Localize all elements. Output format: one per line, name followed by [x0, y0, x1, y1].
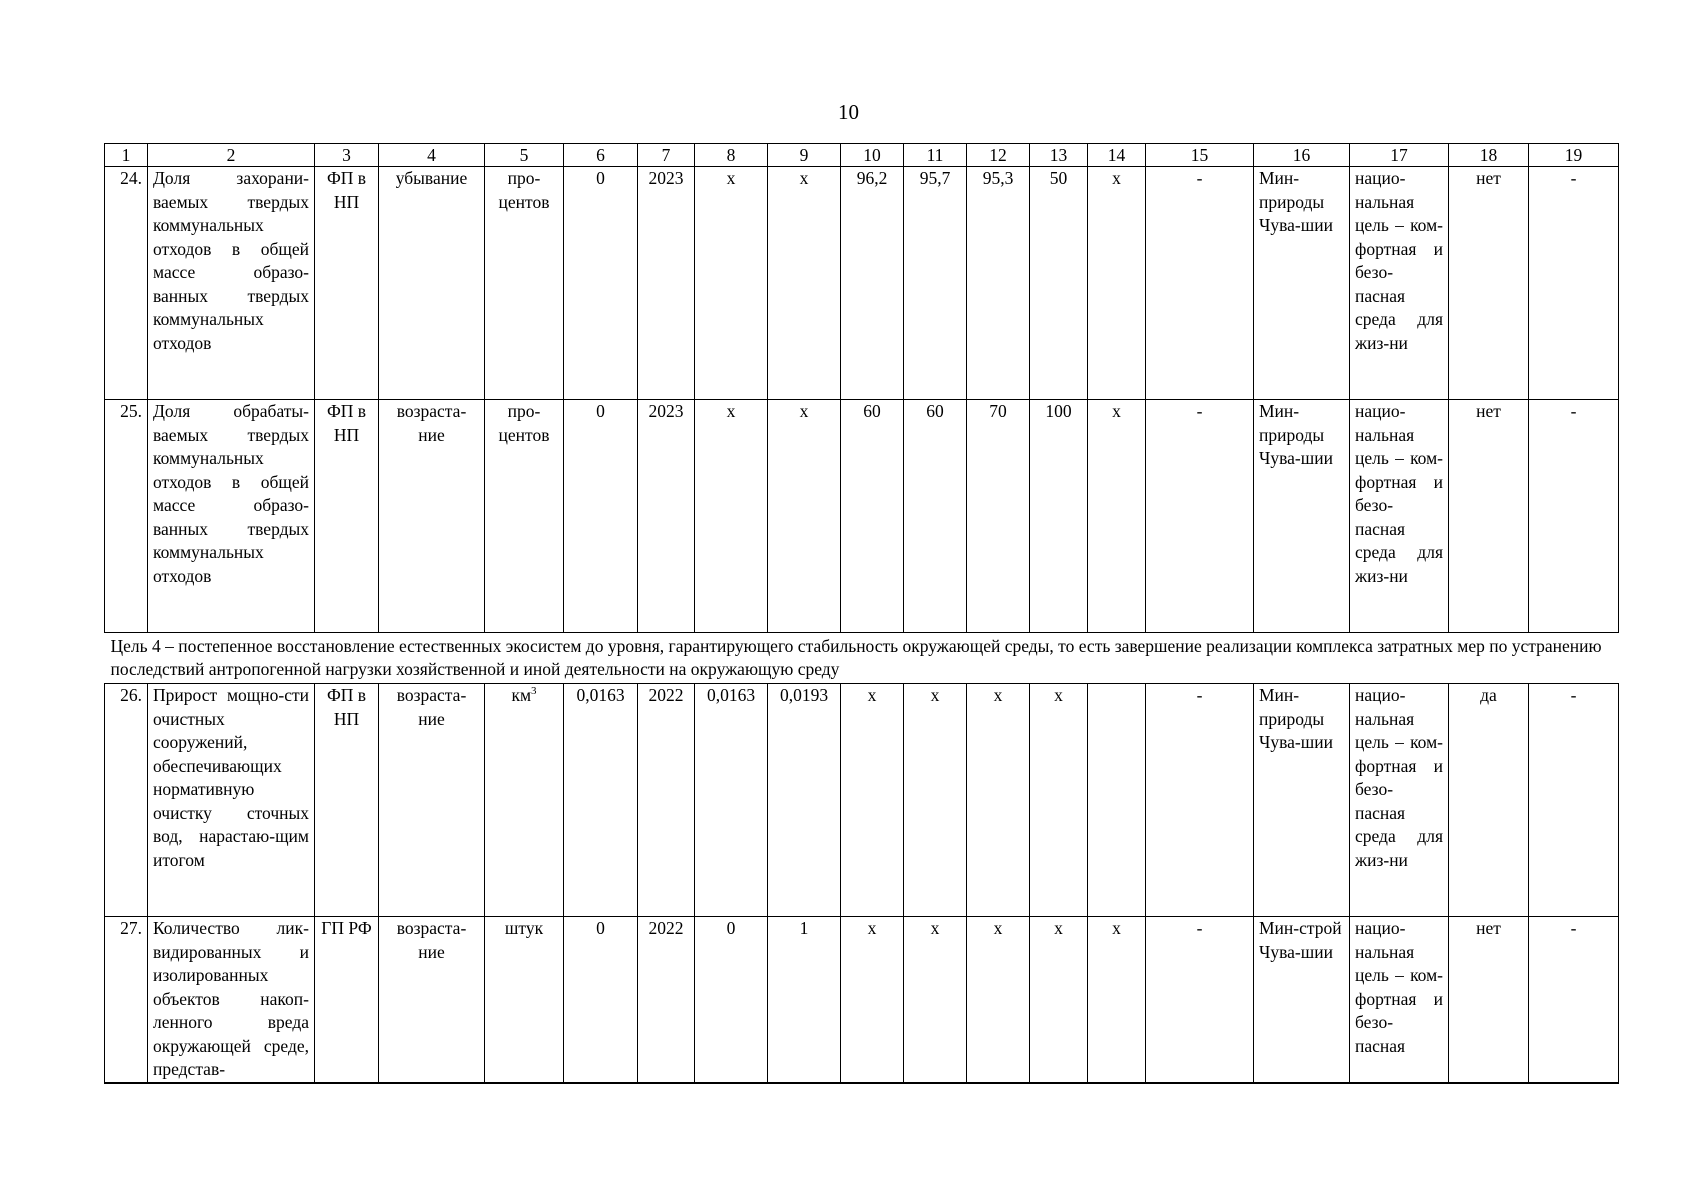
- cell-col12: 95,3: [967, 167, 1030, 400]
- cell-col18: нет: [1449, 167, 1529, 400]
- indicator-trend: возраста-ние: [379, 917, 485, 1083]
- column-header: 12: [967, 144, 1030, 167]
- indicator-trend: убывание: [379, 167, 485, 400]
- indicator-name: Количество лик-видированных и изолированных объектов накоп-ленного вреда окружающей среде, представ-: [148, 917, 315, 1083]
- cell-col10: 60: [841, 400, 904, 633]
- column-header: 13: [1030, 144, 1088, 167]
- cell-col15: -: [1146, 917, 1254, 1083]
- column-header: 17: [1350, 144, 1449, 167]
- row-number: 24.: [105, 167, 148, 400]
- row-number: 26.: [105, 684, 148, 917]
- indicator-name: Прирост мощно-сти очистных сооружений, обеспечивающих нормативную очистку сточных вод, нарастаю-щим итогом: [148, 684, 315, 917]
- cell-col7: 2022: [638, 917, 695, 1083]
- cell-col11: 60: [904, 400, 967, 633]
- column-header: 19: [1529, 144, 1619, 167]
- responsible-body: Мин-природы Чува-шии: [1254, 167, 1350, 400]
- cell-col19: -: [1529, 684, 1619, 917]
- column-header: 16: [1254, 144, 1350, 167]
- national-goal: нацио-нальная цель – ком-фортная и безо-пасная среда для жиз-ни: [1350, 400, 1449, 633]
- cell-col6: 0: [564, 167, 638, 400]
- indicator-trend: возраста-ние: [379, 400, 485, 633]
- table-row: [105, 400, 1619, 633]
- table-row: [105, 684, 1619, 917]
- column-header: 2: [148, 144, 315, 167]
- cell-col8: 0,0163: [695, 684, 768, 917]
- national-goal: нацио-нальная цель – ком-фортная и безо-пасная: [1350, 917, 1449, 1083]
- cell-col13: x: [1030, 684, 1088, 917]
- responsible-body: Мин-строй Чува-шии: [1254, 917, 1350, 1083]
- cell-col6: 0: [564, 917, 638, 1083]
- cell-col14: [1088, 684, 1146, 917]
- goal-row: [105, 633, 1619, 684]
- cell-col13: x: [1030, 917, 1088, 1083]
- column-header: 7: [638, 144, 695, 167]
- cell-col15: -: [1146, 684, 1254, 917]
- column-header: 10: [841, 144, 904, 167]
- cell-col12: x: [967, 684, 1030, 917]
- cell-col11: x: [904, 684, 967, 917]
- cell-col18: нет: [1449, 400, 1529, 633]
- cell-col9: 0,0193: [768, 684, 841, 917]
- responsible-body: Мин-природы Чува-шии: [1254, 400, 1350, 633]
- indicator-unit: [485, 684, 564, 917]
- row-number: 27.: [105, 917, 148, 1083]
- cell-col6: 0: [564, 400, 638, 633]
- cell-col13: 50: [1030, 167, 1088, 400]
- column-header: 3: [315, 144, 379, 167]
- column-header: 5: [485, 144, 564, 167]
- cell-col6: 0,0163: [564, 684, 638, 917]
- cell-col15: -: [1146, 400, 1254, 633]
- cell-col19: -: [1529, 167, 1619, 400]
- indicator-trend: возраста-ние: [379, 684, 485, 917]
- cell-col12: 70: [967, 400, 1030, 633]
- indicators-table: [104, 143, 1619, 1084]
- cell-col10: x: [841, 917, 904, 1083]
- cell-col9: x: [768, 167, 841, 400]
- cell-col14: x: [1088, 400, 1146, 633]
- indicator-level: ФП в НП: [315, 400, 379, 633]
- column-header: 18: [1449, 144, 1529, 167]
- column-header: 1: [105, 144, 148, 167]
- national-goal: нацио-нальная цель – ком-фортная и безо-пасная среда для жиз-ни: [1350, 167, 1449, 400]
- column-header: 15: [1146, 144, 1254, 167]
- column-header: 8: [695, 144, 768, 167]
- column-header: 6: [564, 144, 638, 167]
- responsible-body: Мин-природы Чува-шии: [1254, 684, 1350, 917]
- cell-col8: x: [695, 167, 768, 400]
- cell-col19: -: [1529, 917, 1619, 1083]
- cell-col7: 2023: [638, 400, 695, 633]
- unit-superscript: 3: [531, 685, 537, 698]
- indicator-name: Доля обрабаты-ваемых твердых коммунальных отходов в общей массе образо-ванных твердых коммунальных отходов: [148, 400, 315, 633]
- indicator-name: Доля захорани-ваемых твердых коммунальных отходов в общей массе образо-ванных твердых коммунальных отходов: [148, 167, 315, 400]
- cell-col11: x: [904, 917, 967, 1083]
- cell-col15: -: [1146, 167, 1254, 400]
- table-header-row: [105, 144, 1619, 167]
- cell-col11: 95,7: [904, 167, 967, 400]
- goal-statement: Цель 4 – постепенное восстановление естественных экосистем до уровня, гарантирующего стабильность окружающей среды, то есть завершение реализации комплекса затратных мер по устранению последствий антропогенной нагрузки хозяйственной и иной деятельности на окружающую среду: [105, 633, 1619, 684]
- indicator-unit: про-центов: [485, 400, 564, 633]
- cell-col14: x: [1088, 917, 1146, 1083]
- cell-col18: да: [1449, 684, 1529, 917]
- cell-col14: x: [1088, 167, 1146, 400]
- cell-col8: x: [695, 400, 768, 633]
- indicator-unit: штук: [485, 917, 564, 1083]
- table-row: [105, 167, 1619, 400]
- page-number: 10: [838, 100, 859, 124]
- national-goal: нацио-нальная цель – ком-фортная и безо-пасная среда для жиз-ни: [1350, 684, 1449, 917]
- cell-col10: 96,2: [841, 167, 904, 400]
- cell-col9: 1: [768, 917, 841, 1083]
- row-number: 25.: [105, 400, 148, 633]
- cell-col10: x: [841, 684, 904, 917]
- column-header: 4: [379, 144, 485, 167]
- cell-col7: 2022: [638, 684, 695, 917]
- column-header: 14: [1088, 144, 1146, 167]
- indicator-level: ФП в НП: [315, 684, 379, 917]
- cell-col8: 0: [695, 917, 768, 1083]
- cell-col9: x: [768, 400, 841, 633]
- cell-col13: 100: [1030, 400, 1088, 633]
- cell-col18: нет: [1449, 917, 1529, 1083]
- indicator-level: ГП РФ: [315, 917, 379, 1083]
- cell-col19: -: [1529, 400, 1619, 633]
- column-header: 9: [768, 144, 841, 167]
- indicator-unit: про-центов: [485, 167, 564, 400]
- table-row: [105, 917, 1619, 1083]
- indicator-level: ФП в НП: [315, 167, 379, 400]
- unit-text: км: [511, 685, 532, 705]
- cell-col7: 2023: [638, 167, 695, 400]
- cell-col12: x: [967, 917, 1030, 1083]
- column-header: 11: [904, 144, 967, 167]
